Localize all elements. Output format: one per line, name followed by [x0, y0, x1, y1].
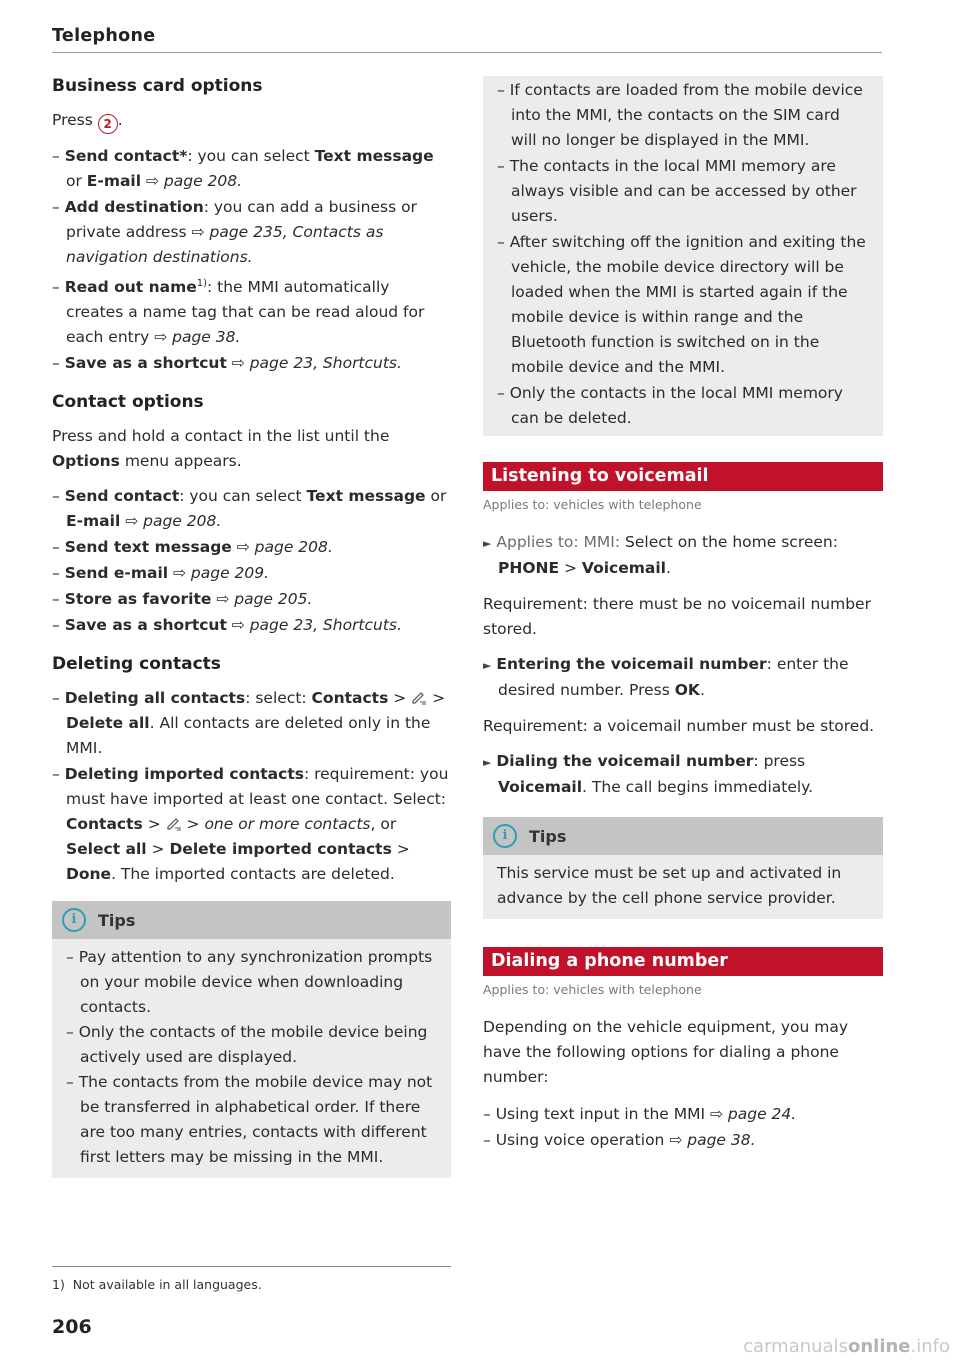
page-ref-link[interactable]: ⇨ page 235, Contacts as navigation destinations.: [66, 223, 384, 266]
list-item: – After switching off the ignition and exiting the vehicle, the mobile device directory will be loaded when the MMI is started again if the mobile device is within range and the Bluetooth function is switched on in the mobile device and the MMI.: [497, 233, 866, 376]
step-item: ► Dialing the voicemail number: press Voicemail. The call begins immediately.: [483, 752, 814, 796]
page-ref-link[interactable]: ⇨ page 205.: [211, 590, 313, 609]
press-line: Press 2 .: [52, 108, 451, 134]
list-item: – Send text message ⇨ page 208.: [52, 538, 333, 557]
contacts-notes-box: [483, 76, 883, 436]
page-ref-link[interactable]: ⇨ page 209.: [168, 564, 270, 583]
list-item: – Add destination: you can add a business or private address ⇨ page 235, Contacts as navigation destinations.: [52, 198, 417, 266]
contact-options-intro: Press and hold a contact in the list until the Options menu appears.: [52, 427, 390, 471]
footnote-ref: 1): [196, 278, 207, 289]
tips-label: Tips: [529, 826, 567, 846]
info-icon: i: [493, 824, 517, 848]
list-item: – Deleting imported contacts: requirement: you must have imported at least one contact. Select: Contacts > > one or more contacts, or Select all > Delete imported contacts > Done. The imported contacts are deleted.: [52, 765, 449, 884]
list-item: – Pay attention to any synchronization prompts on your mobile device when downloading contacts.: [66, 948, 433, 1017]
page-ref-link[interactable]: ⇨ page 23, Shortcuts.: [226, 354, 402, 373]
step-item: ► Entering the voicemail number: enter the desired number. Press OK.: [483, 655, 849, 699]
list-item: – Store as favorite ⇨ page 205.: [52, 590, 313, 609]
page-ref-link[interactable]: ⇨ page 208.: [231, 538, 333, 557]
watermark: carmanualsonline.info: [743, 1336, 950, 1357]
applies-to: Applies to: vehicles with telephone: [483, 497, 702, 512]
list-item: – Only the contacts in the local MMI memory can be deleted.: [497, 384, 843, 427]
page-ref-link[interactable]: ⇨ page 24.: [710, 1105, 797, 1123]
list-item: – Using voice operation ⇨ page 38.: [483, 1131, 756, 1149]
list-item: – Read out name$^{1)}$: the MMI automatically creates a name tag that can be read aloud for each entry ⇨ page 38.: [52, 278, 425, 347]
list-item: – If contacts are loaded from the mobile device into the MMI, the contacts on the SIM card will no longer be displayed in the MMI.: [497, 81, 863, 149]
footnote-divider: [52, 1266, 451, 1267]
dialing-title-bar: Dialing a phone number: [483, 947, 883, 976]
tips-box-left: [52, 901, 451, 1178]
page-ref-link[interactable]: ⇨ page 38.: [154, 328, 241, 347]
header-title: Telephone: [52, 26, 156, 46]
deleting-contacts-heading: Deleting contacts: [52, 654, 221, 675]
tips-body: This service must be set up and activated in advance by the cell phone service provider.: [497, 864, 842, 907]
contact-options-heading: Contact options: [52, 392, 204, 413]
requirement-1: Requirement: there must be no voicemail number stored.: [483, 595, 871, 638]
voicemail-title-bar: Listening to voicemail: [483, 462, 883, 491]
left-column: [52, 64, 451, 1178]
requirement-2: Requirement: a voicemail number must be stored.: [483, 717, 875, 735]
list-item: – Deleting all contacts: select: Contacts > > Delete all. All contacts are deleted only in the MMI.: [52, 689, 446, 758]
right-column: [483, 76, 883, 1154]
tips-box-right: [483, 817, 883, 919]
list-item: – Send contact*: you can select Text message or E-mail ⇨ page 208.: [52, 147, 434, 190]
footnote: 1) Not available in all languages.: [52, 1277, 262, 1292]
page-ref-link[interactable]: ⇨ page 208.: [120, 512, 222, 531]
list-item: – Send e-mail ⇨ page 209.: [52, 564, 270, 583]
edit-list-icon: [166, 815, 182, 831]
tips-header: [483, 817, 883, 855]
applies-to: Applies to: vehicles with telephone: [483, 982, 702, 997]
business-card-heading: Business card options: [52, 76, 263, 96]
tips-body: [52, 939, 451, 1178]
page-ref-link[interactable]: ⇨ page 23, Shortcuts.: [226, 616, 402, 635]
page-ref-link[interactable]: ⇨ page 208.: [141, 172, 243, 190]
button-2-icon: 2: [98, 114, 118, 134]
edit-list-icon: [411, 689, 427, 705]
list-item: – Send contact: you can select Text message or E-mail ⇨ page 208.: [52, 487, 447, 531]
list-item: – Only the contacts of the mobile device being actively used are displayed.: [66, 1023, 428, 1067]
info-icon: i: [62, 908, 86, 932]
list-item: – Using text input in the MMI ⇨ page 24.: [483, 1105, 797, 1123]
list-item: – The contacts in the local MMI memory are always visible and can be accessed by other users.: [497, 157, 857, 225]
page-number: 206: [52, 1316, 92, 1338]
tips-label: Tips: [98, 910, 136, 930]
tips-header: [52, 901, 451, 939]
list-item: – Save as a shortcut ⇨ page 23, Shortcuts.: [52, 354, 402, 373]
list-item: – The contacts from the mobile device may not be transferred in alphabetical order. If there are too many entries, contacts with different first letters may be missing in the MMI.: [66, 1073, 433, 1167]
dialing-intro: Depending on the vehicle equipment, you may have the following options for dialing a phone number:: [483, 1018, 849, 1086]
list-item: – Save as a shortcut ⇨ page 23, Shortcuts.: [52, 616, 402, 635]
page-header: [52, 24, 882, 53]
step-item: ► Applies to: MMI: Select on the home screen: PHONE > Voicemail.: [483, 533, 838, 577]
page-ref-link[interactable]: ⇨ page 38.: [669, 1131, 756, 1149]
